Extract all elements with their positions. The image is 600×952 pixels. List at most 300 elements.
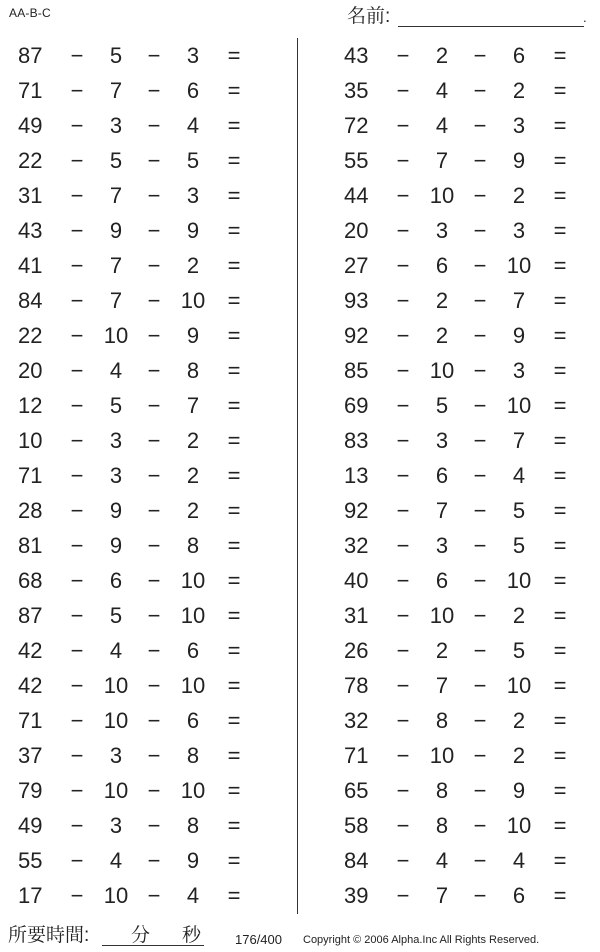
problem-row — [326, 353, 596, 388]
minuend: 32 — [344, 708, 369, 733]
problem-row — [326, 423, 596, 458]
left-column — [0, 38, 270, 913]
problem-row — [0, 38, 270, 73]
minus-sign: − — [70, 218, 84, 243]
minus-sign: − — [473, 288, 487, 313]
second-subtrahend: 2 — [512, 183, 526, 208]
first-subtrahend: 7 — [109, 183, 123, 208]
minuend: 71 — [344, 743, 369, 768]
minuend: 20 — [344, 218, 369, 243]
first-subtrahend: 7 — [435, 498, 449, 523]
problem-row — [326, 703, 596, 738]
first-subtrahend: 10 — [429, 183, 455, 208]
minus-sign: − — [147, 603, 161, 628]
minus-sign: − — [70, 743, 84, 768]
minus-sign: − — [473, 883, 487, 908]
equals-sign: = — [553, 743, 567, 768]
equals-sign: = — [553, 708, 567, 733]
problem-row — [0, 633, 270, 668]
minus-sign: − — [396, 218, 410, 243]
minus-sign: − — [396, 813, 410, 838]
first-subtrahend: 5 — [435, 393, 449, 418]
problem-row — [0, 283, 270, 318]
minuend: 81 — [18, 533, 43, 558]
problem-row — [326, 283, 596, 318]
minuend: 31 — [18, 183, 43, 208]
problem-row — [0, 73, 270, 108]
minus-sign: − — [473, 218, 487, 243]
equals-sign: = — [227, 708, 241, 733]
first-subtrahend: 5 — [109, 393, 123, 418]
equals-sign: = — [227, 428, 241, 453]
problem-row — [0, 213, 270, 248]
equals-sign: = — [227, 638, 241, 663]
minus-sign: − — [396, 78, 410, 103]
problem-row — [0, 528, 270, 563]
minuend: 65 — [344, 778, 369, 803]
minus-sign: − — [70, 148, 84, 173]
first-subtrahend: 7 — [435, 673, 449, 698]
second-subtrahend: 7 — [186, 393, 200, 418]
minuend: 55 — [344, 148, 369, 173]
minus-sign: − — [147, 813, 161, 838]
equals-sign: = — [553, 43, 567, 68]
problem-row — [0, 178, 270, 213]
first-subtrahend: 7 — [109, 288, 123, 313]
minus-sign: − — [70, 848, 84, 873]
worksheet-code: AA-B-C — [9, 6, 51, 20]
minuend: 22 — [18, 148, 43, 173]
minuend: 71 — [18, 708, 43, 733]
first-subtrahend: 2 — [435, 43, 449, 68]
first-subtrahend: 4 — [109, 358, 123, 383]
problem-row — [0, 703, 270, 738]
equals-sign: = — [553, 218, 567, 243]
second-subtrahend: 10 — [506, 393, 532, 418]
minus-sign: − — [396, 708, 410, 733]
first-subtrahend: 3 — [109, 463, 123, 488]
minus-sign: − — [147, 743, 161, 768]
minus-sign: − — [70, 463, 84, 488]
minus-sign: − — [473, 708, 487, 733]
first-subtrahend: 10 — [103, 673, 129, 698]
minuend: 69 — [344, 393, 369, 418]
equals-sign: = — [227, 743, 241, 768]
minus-sign: − — [396, 498, 410, 523]
minus-sign: − — [147, 218, 161, 243]
equals-sign: = — [227, 673, 241, 698]
minus-sign: − — [396, 323, 410, 348]
second-subtrahend: 2 — [186, 253, 200, 278]
equals-sign: = — [227, 568, 241, 593]
second-subtrahend: 10 — [506, 568, 532, 593]
minus-sign: − — [70, 43, 84, 68]
second-subtrahend: 3 — [186, 183, 200, 208]
equals-sign: = — [227, 183, 241, 208]
equals-sign: = — [553, 288, 567, 313]
problem-row — [0, 108, 270, 143]
second-subtrahend: 6 — [186, 78, 200, 103]
right-column — [326, 38, 596, 913]
first-subtrahend: 2 — [435, 288, 449, 313]
first-subtrahend: 10 — [103, 323, 129, 348]
equals-sign: = — [227, 148, 241, 173]
equals-sign: = — [553, 498, 567, 523]
minus-sign: − — [70, 673, 84, 698]
second-subtrahend: 3 — [512, 218, 526, 243]
problem-row — [326, 73, 596, 108]
minuend: 72 — [344, 113, 369, 138]
minuend: 55 — [18, 848, 43, 873]
minus-sign: − — [147, 148, 161, 173]
minuend: 44 — [344, 183, 369, 208]
minuend: 42 — [18, 638, 43, 663]
problem-row — [326, 318, 596, 353]
second-subtrahend: 5 — [186, 148, 200, 173]
problem-row — [326, 143, 596, 178]
first-subtrahend: 6 — [435, 463, 449, 488]
minus-sign: − — [396, 568, 410, 593]
problem-row — [0, 458, 270, 493]
first-subtrahend: 10 — [429, 743, 455, 768]
first-subtrahend: 10 — [103, 778, 129, 803]
minuend: 39 — [344, 883, 369, 908]
second-subtrahend: 6 — [512, 43, 526, 68]
equals-sign: = — [227, 848, 241, 873]
equals-sign: = — [553, 533, 567, 558]
first-subtrahend: 5 — [109, 43, 123, 68]
minus-sign: − — [396, 638, 410, 663]
minus-sign: − — [473, 813, 487, 838]
minus-sign: − — [147, 463, 161, 488]
second-subtrahend: 10 — [506, 253, 532, 278]
minus-sign: − — [70, 568, 84, 593]
minuend: 68 — [18, 568, 43, 593]
minuend: 37 — [18, 743, 43, 768]
second-subtrahend: 8 — [186, 533, 200, 558]
minus-sign: − — [70, 498, 84, 523]
minus-sign: − — [473, 323, 487, 348]
problem-row — [0, 738, 270, 773]
equals-sign: = — [553, 463, 567, 488]
minus-sign: − — [147, 883, 161, 908]
first-subtrahend: 5 — [109, 603, 123, 628]
minus-sign: − — [396, 463, 410, 488]
minus-sign: − — [473, 638, 487, 663]
equals-sign: = — [553, 393, 567, 418]
minus-sign: − — [147, 638, 161, 663]
first-subtrahend: 6 — [435, 568, 449, 593]
problem-row — [326, 563, 596, 598]
problem-row — [0, 248, 270, 283]
minus-sign: − — [147, 358, 161, 383]
minus-sign: − — [473, 848, 487, 873]
minuend: 79 — [18, 778, 43, 803]
first-subtrahend: 7 — [109, 78, 123, 103]
problem-row — [0, 353, 270, 388]
minuend: 10 — [18, 428, 43, 453]
equals-sign: = — [553, 78, 567, 103]
problem-row — [0, 388, 270, 423]
second-subtrahend: 3 — [186, 43, 200, 68]
minus-sign: − — [396, 113, 410, 138]
name-underline — [398, 26, 584, 27]
equals-sign: = — [553, 428, 567, 453]
minus-sign: − — [396, 148, 410, 173]
equals-sign: = — [553, 323, 567, 348]
second-subtrahend: 10 — [180, 288, 206, 313]
problem-row — [0, 598, 270, 633]
first-subtrahend: 5 — [109, 148, 123, 173]
second-subtrahend: 5 — [512, 533, 526, 558]
first-subtrahend: 7 — [435, 883, 449, 908]
minus-sign: − — [147, 778, 161, 803]
minuend: 35 — [344, 78, 369, 103]
second-subtrahend: 2 — [186, 428, 200, 453]
equals-sign: = — [553, 568, 567, 593]
equals-sign: = — [227, 113, 241, 138]
second-subtrahend: 10 — [180, 778, 206, 803]
minus-sign: − — [396, 43, 410, 68]
equals-sign: = — [227, 358, 241, 383]
second-subtrahend: 10 — [506, 813, 532, 838]
minuend: 92 — [344, 323, 369, 348]
minus-sign: − — [147, 393, 161, 418]
minus-sign: − — [70, 183, 84, 208]
minus-sign: − — [396, 288, 410, 313]
minus-sign: − — [473, 498, 487, 523]
minus-sign: − — [473, 743, 487, 768]
minuend: 43 — [18, 218, 43, 243]
second-subtrahend: 2 — [512, 708, 526, 733]
minus-sign: − — [70, 288, 84, 313]
minus-sign: − — [473, 148, 487, 173]
minuend: 40 — [344, 568, 369, 593]
page-number: 176/400 — [235, 932, 282, 947]
second-subtrahend: 9 — [186, 848, 200, 873]
equals-sign: = — [227, 288, 241, 313]
first-subtrahend: 3 — [109, 813, 123, 838]
minus-sign: − — [396, 743, 410, 768]
problem-row — [326, 878, 596, 913]
minus-sign: − — [396, 603, 410, 628]
minuend: 92 — [344, 498, 369, 523]
minus-sign: − — [70, 253, 84, 278]
minus-sign: − — [147, 113, 161, 138]
second-subtrahend: 10 — [180, 568, 206, 593]
first-subtrahend: 3 — [109, 428, 123, 453]
minuend: 22 — [18, 323, 43, 348]
name-label: 名前: — [347, 6, 391, 27]
minus-sign: − — [70, 778, 84, 803]
problem-row — [326, 388, 596, 423]
second-subtrahend: 2 — [186, 463, 200, 488]
minus-sign: − — [473, 428, 487, 453]
first-subtrahend: 3 — [435, 533, 449, 558]
first-subtrahend: 10 — [103, 883, 129, 908]
first-subtrahend: 4 — [435, 848, 449, 873]
second-subtrahend: 7 — [512, 288, 526, 313]
minus-sign: − — [70, 883, 84, 908]
first-subtrahend: 4 — [435, 113, 449, 138]
second-subtrahend: 9 — [512, 778, 526, 803]
minus-sign: − — [473, 393, 487, 418]
minus-sign: − — [70, 603, 84, 628]
second-subtrahend: 2 — [186, 498, 200, 523]
equals-sign: = — [227, 43, 241, 68]
minus-sign: − — [147, 498, 161, 523]
equals-sign: = — [227, 498, 241, 523]
first-subtrahend: 2 — [435, 638, 449, 663]
minutes-unit: 分 — [131, 925, 151, 946]
first-subtrahend: 8 — [435, 813, 449, 838]
minus-sign: − — [396, 673, 410, 698]
minus-sign: − — [473, 183, 487, 208]
problem-row — [326, 458, 596, 493]
minus-sign: − — [396, 428, 410, 453]
problem-row — [0, 563, 270, 598]
equals-sign: = — [227, 78, 241, 103]
equals-sign: = — [227, 463, 241, 488]
problem-row — [326, 668, 596, 703]
minus-sign: − — [147, 848, 161, 873]
minus-sign: − — [70, 428, 84, 453]
second-subtrahend: 5 — [512, 498, 526, 523]
equals-sign: = — [553, 603, 567, 628]
minus-sign: − — [147, 708, 161, 733]
equals-sign: = — [553, 813, 567, 838]
equals-sign: = — [553, 113, 567, 138]
minus-sign: − — [147, 253, 161, 278]
second-subtrahend: 9 — [186, 218, 200, 243]
minus-sign: − — [473, 778, 487, 803]
name-line-end-mark: . — [583, 10, 587, 25]
problem-row — [0, 843, 270, 878]
equals-sign: = — [227, 533, 241, 558]
equals-sign: = — [553, 638, 567, 663]
minus-sign: − — [396, 778, 410, 803]
first-subtrahend: 6 — [109, 568, 123, 593]
minus-sign: − — [473, 603, 487, 628]
minus-sign: − — [396, 533, 410, 558]
minuend: 26 — [344, 638, 369, 663]
minus-sign: − — [396, 183, 410, 208]
first-subtrahend: 3 — [109, 113, 123, 138]
equals-sign: = — [553, 848, 567, 873]
second-subtrahend: 2 — [512, 603, 526, 628]
problem-row — [326, 633, 596, 668]
minuend: 87 — [18, 603, 43, 628]
minus-sign: − — [473, 43, 487, 68]
second-subtrahend: 3 — [512, 358, 526, 383]
second-subtrahend: 5 — [512, 638, 526, 663]
minuend: 31 — [344, 603, 369, 628]
minuend: 28 — [18, 498, 43, 523]
minus-sign: − — [147, 288, 161, 313]
minus-sign: − — [473, 113, 487, 138]
equals-sign: = — [227, 253, 241, 278]
minuend: 43 — [344, 43, 369, 68]
minus-sign: − — [147, 533, 161, 558]
minus-sign: − — [70, 78, 84, 103]
problem-row — [326, 598, 596, 633]
equals-sign: = — [227, 323, 241, 348]
minus-sign: − — [147, 568, 161, 593]
problem-row — [326, 108, 596, 143]
problem-row — [326, 178, 596, 213]
second-subtrahend: 4 — [186, 883, 200, 908]
minuend: 71 — [18, 78, 43, 103]
equals-sign: = — [227, 778, 241, 803]
first-subtrahend: 3 — [435, 428, 449, 453]
copyright-notice: Copyright © 2006 Alpha.Inc All Rights Reserved. — [303, 934, 540, 946]
minus-sign: − — [473, 673, 487, 698]
problem-row — [0, 878, 270, 913]
second-subtrahend: 8 — [186, 358, 200, 383]
minuend: 20 — [18, 358, 43, 383]
minus-sign: − — [473, 463, 487, 488]
minus-sign: − — [396, 883, 410, 908]
minus-sign: − — [473, 568, 487, 593]
minus-sign: − — [70, 358, 84, 383]
minus-sign: − — [147, 183, 161, 208]
minuend: 93 — [344, 288, 369, 313]
first-subtrahend: 9 — [109, 533, 123, 558]
minuend: 84 — [344, 848, 369, 873]
minuend: 17 — [18, 883, 43, 908]
minuend: 78 — [344, 673, 369, 698]
first-subtrahend: 7 — [435, 148, 449, 173]
minus-sign: − — [147, 323, 161, 348]
equals-sign: = — [227, 603, 241, 628]
second-subtrahend: 9 — [512, 323, 526, 348]
problem-row — [326, 248, 596, 283]
minuend: 49 — [18, 813, 43, 838]
minus-sign: − — [70, 113, 84, 138]
second-subtrahend: 10 — [506, 673, 532, 698]
first-subtrahend: 7 — [109, 253, 123, 278]
second-subtrahend: 9 — [186, 323, 200, 348]
first-subtrahend: 4 — [109, 638, 123, 663]
second-subtrahend: 7 — [512, 428, 526, 453]
minus-sign: − — [70, 813, 84, 838]
problem-row — [326, 38, 596, 73]
minus-sign: − — [396, 848, 410, 873]
minuend: 27 — [344, 253, 369, 278]
first-subtrahend: 9 — [109, 498, 123, 523]
equals-sign: = — [227, 393, 241, 418]
minuend: 58 — [344, 813, 369, 838]
problem-row — [326, 528, 596, 563]
first-subtrahend: 9 — [109, 218, 123, 243]
second-subtrahend: 8 — [186, 743, 200, 768]
problem-row — [0, 668, 270, 703]
problem-row — [326, 843, 596, 878]
minuend: 13 — [344, 463, 369, 488]
minus-sign: − — [70, 533, 84, 558]
problem-row — [0, 493, 270, 528]
second-subtrahend: 4 — [512, 463, 526, 488]
equals-sign: = — [553, 253, 567, 278]
column-divider — [297, 38, 298, 914]
first-subtrahend: 6 — [435, 253, 449, 278]
minus-sign: − — [147, 673, 161, 698]
equals-sign: = — [227, 813, 241, 838]
second-subtrahend: 2 — [512, 743, 526, 768]
minuend: 85 — [344, 358, 369, 383]
minus-sign: − — [473, 253, 487, 278]
second-subtrahend: 6 — [512, 883, 526, 908]
